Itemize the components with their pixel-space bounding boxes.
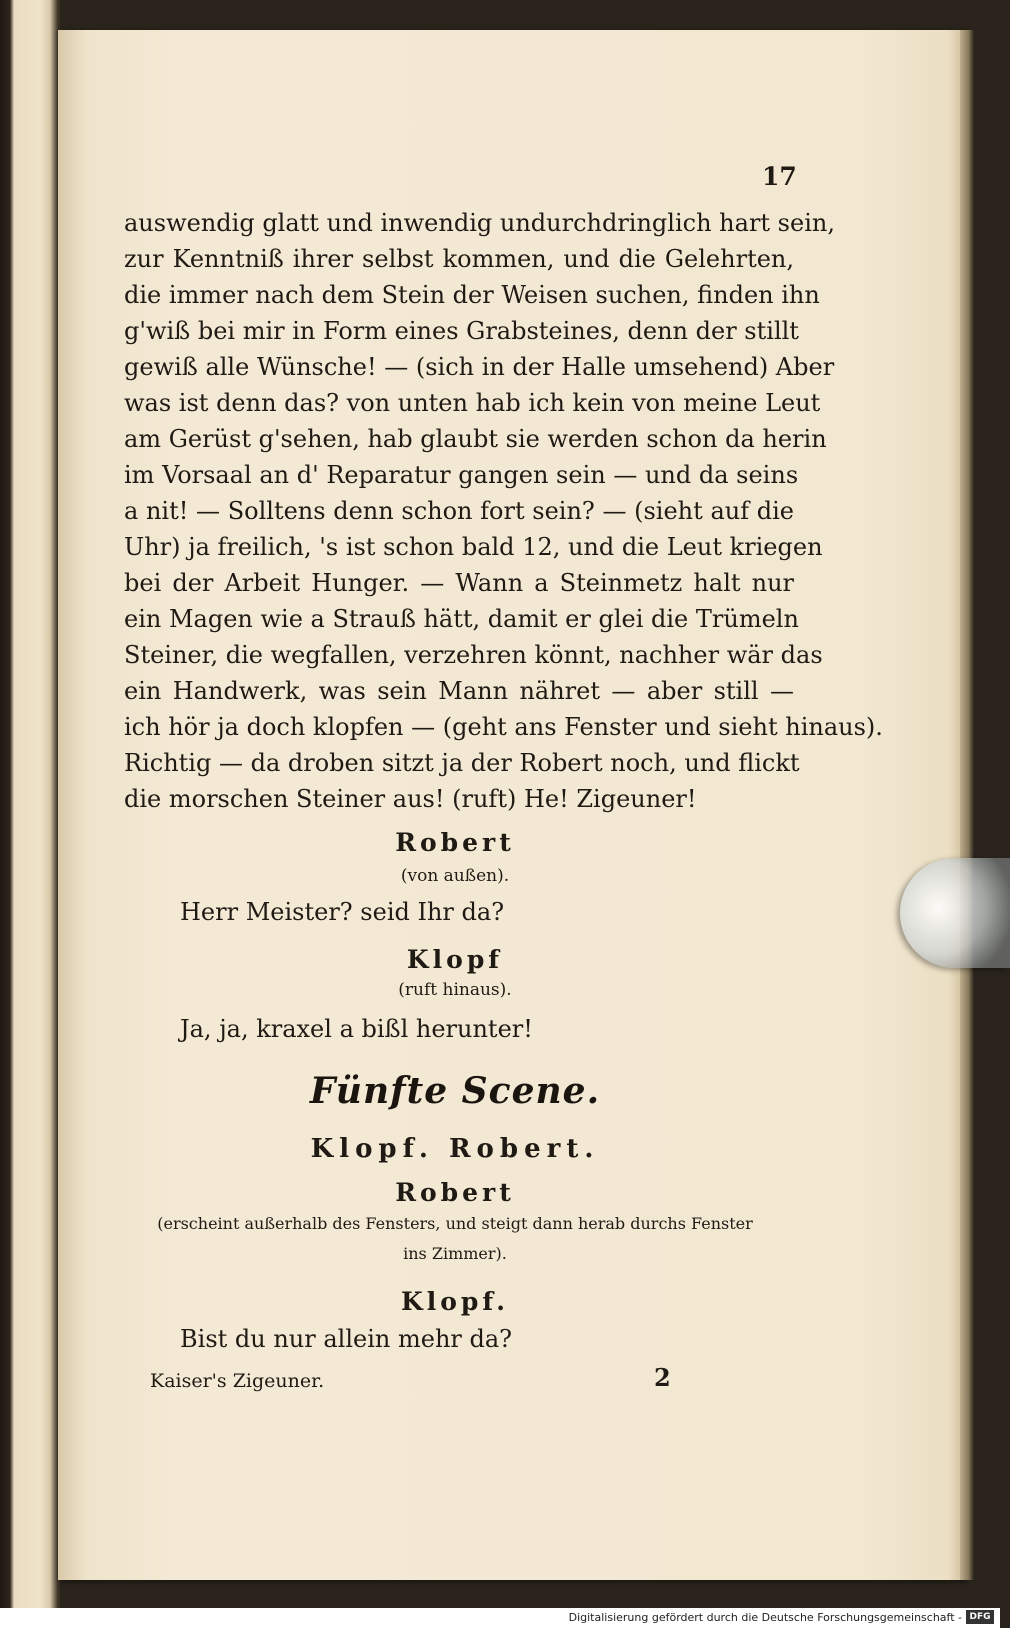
book-binding bbox=[0, 0, 60, 1628]
stage-direction: (von außen). bbox=[400, 866, 510, 886]
page-number: 17 bbox=[762, 162, 797, 191]
scene-title: Fünfte Scene. bbox=[309, 1070, 601, 1112]
body-line: bei der Arbeit Hunger. — Wann a Steinmetz halt nur bbox=[124, 569, 794, 597]
body-line: ein Handwerk, was sein Mann nähret — aber still — bbox=[124, 677, 794, 705]
body-line: was ist denn das? von unten hab ich kein von meine Leut bbox=[124, 389, 821, 417]
stage-direction: (erscheint außerhalb des Fensters, und steigt dann herab durchs Fenster bbox=[157, 1214, 753, 1233]
footer-sheet-number: 2 bbox=[654, 1363, 671, 1392]
body-line: am Gerüst g'sehen, hab glaubt sie werden schon da herin bbox=[124, 425, 827, 453]
body-line: ein Magen wie a Strauß hätt, damit er glei die Trümeln bbox=[124, 605, 799, 633]
body-line: im Vorsaal an d' Reparatur gangen sein — und da seins bbox=[124, 461, 799, 489]
speaker-klopf: Klopf bbox=[406, 945, 504, 974]
body-line: auswendig glatt und inwendig undurchdringlich hart sein, bbox=[124, 209, 835, 237]
body-line: ich hör ja doch klopfen — (geht ans Fenster und sieht hinaus). bbox=[124, 713, 883, 741]
body-line: g'wiß bei mir in Form eines Grabsteines, denn der stillt bbox=[124, 317, 799, 345]
stage-direction: (ruft hinaus). bbox=[398, 980, 512, 1000]
body-line: Richtig — da droben sitzt ja der Robert noch, und flickt bbox=[124, 749, 800, 777]
dialogue-line: Ja, ja, kraxel a bißl herunter! bbox=[180, 1015, 533, 1043]
scene-characters: Klopf. Robert. bbox=[310, 1134, 600, 1164]
dfg-logo: DFG bbox=[966, 1610, 994, 1624]
body-line: gewiß alle Wünsche! — (sich in der Halle umsehend) Aber bbox=[124, 353, 835, 381]
body-text bbox=[124, 205, 883, 817]
body-line: zur Kenntniß ihrer selbst kommen, und die Gelehrten, bbox=[124, 245, 794, 273]
stage-direction: ins Zimmer). bbox=[403, 1244, 507, 1263]
speaker-robert: Robert bbox=[395, 1178, 515, 1207]
body-line: Steiner, die wegfallen, verzehren könnt, nachher wär das bbox=[124, 641, 823, 669]
dialogue-line: Bist du nur allein mehr da? bbox=[180, 1325, 513, 1353]
body-line: die morschen Steiner aus! (ruft) He! Zigeuner! bbox=[124, 785, 697, 813]
speaker-robert: Robert bbox=[395, 828, 515, 857]
body-line: die immer nach dem Stein der Weisen suchen, finden ihn bbox=[124, 281, 820, 309]
dialogue-line: Herr Meister? seid Ihr da? bbox=[180, 898, 505, 926]
body-line: Uhr) ja freilich, 's ist schon bald 12, und die Leut kriegen bbox=[124, 533, 823, 561]
digitization-note: Digitalisierung gefördert durch die Deutsche Forschungsgemeinschaft - bbox=[568, 1611, 962, 1624]
body-line: a nit! — Solltens denn schon fort sein? — (sieht auf die bbox=[124, 497, 794, 525]
page-clip bbox=[900, 858, 1010, 968]
speaker-klopf: Klopf. bbox=[401, 1287, 509, 1316]
footer-signature: Kaiser's Zigeuner. bbox=[150, 1370, 325, 1392]
page-edge bbox=[960, 30, 974, 1580]
